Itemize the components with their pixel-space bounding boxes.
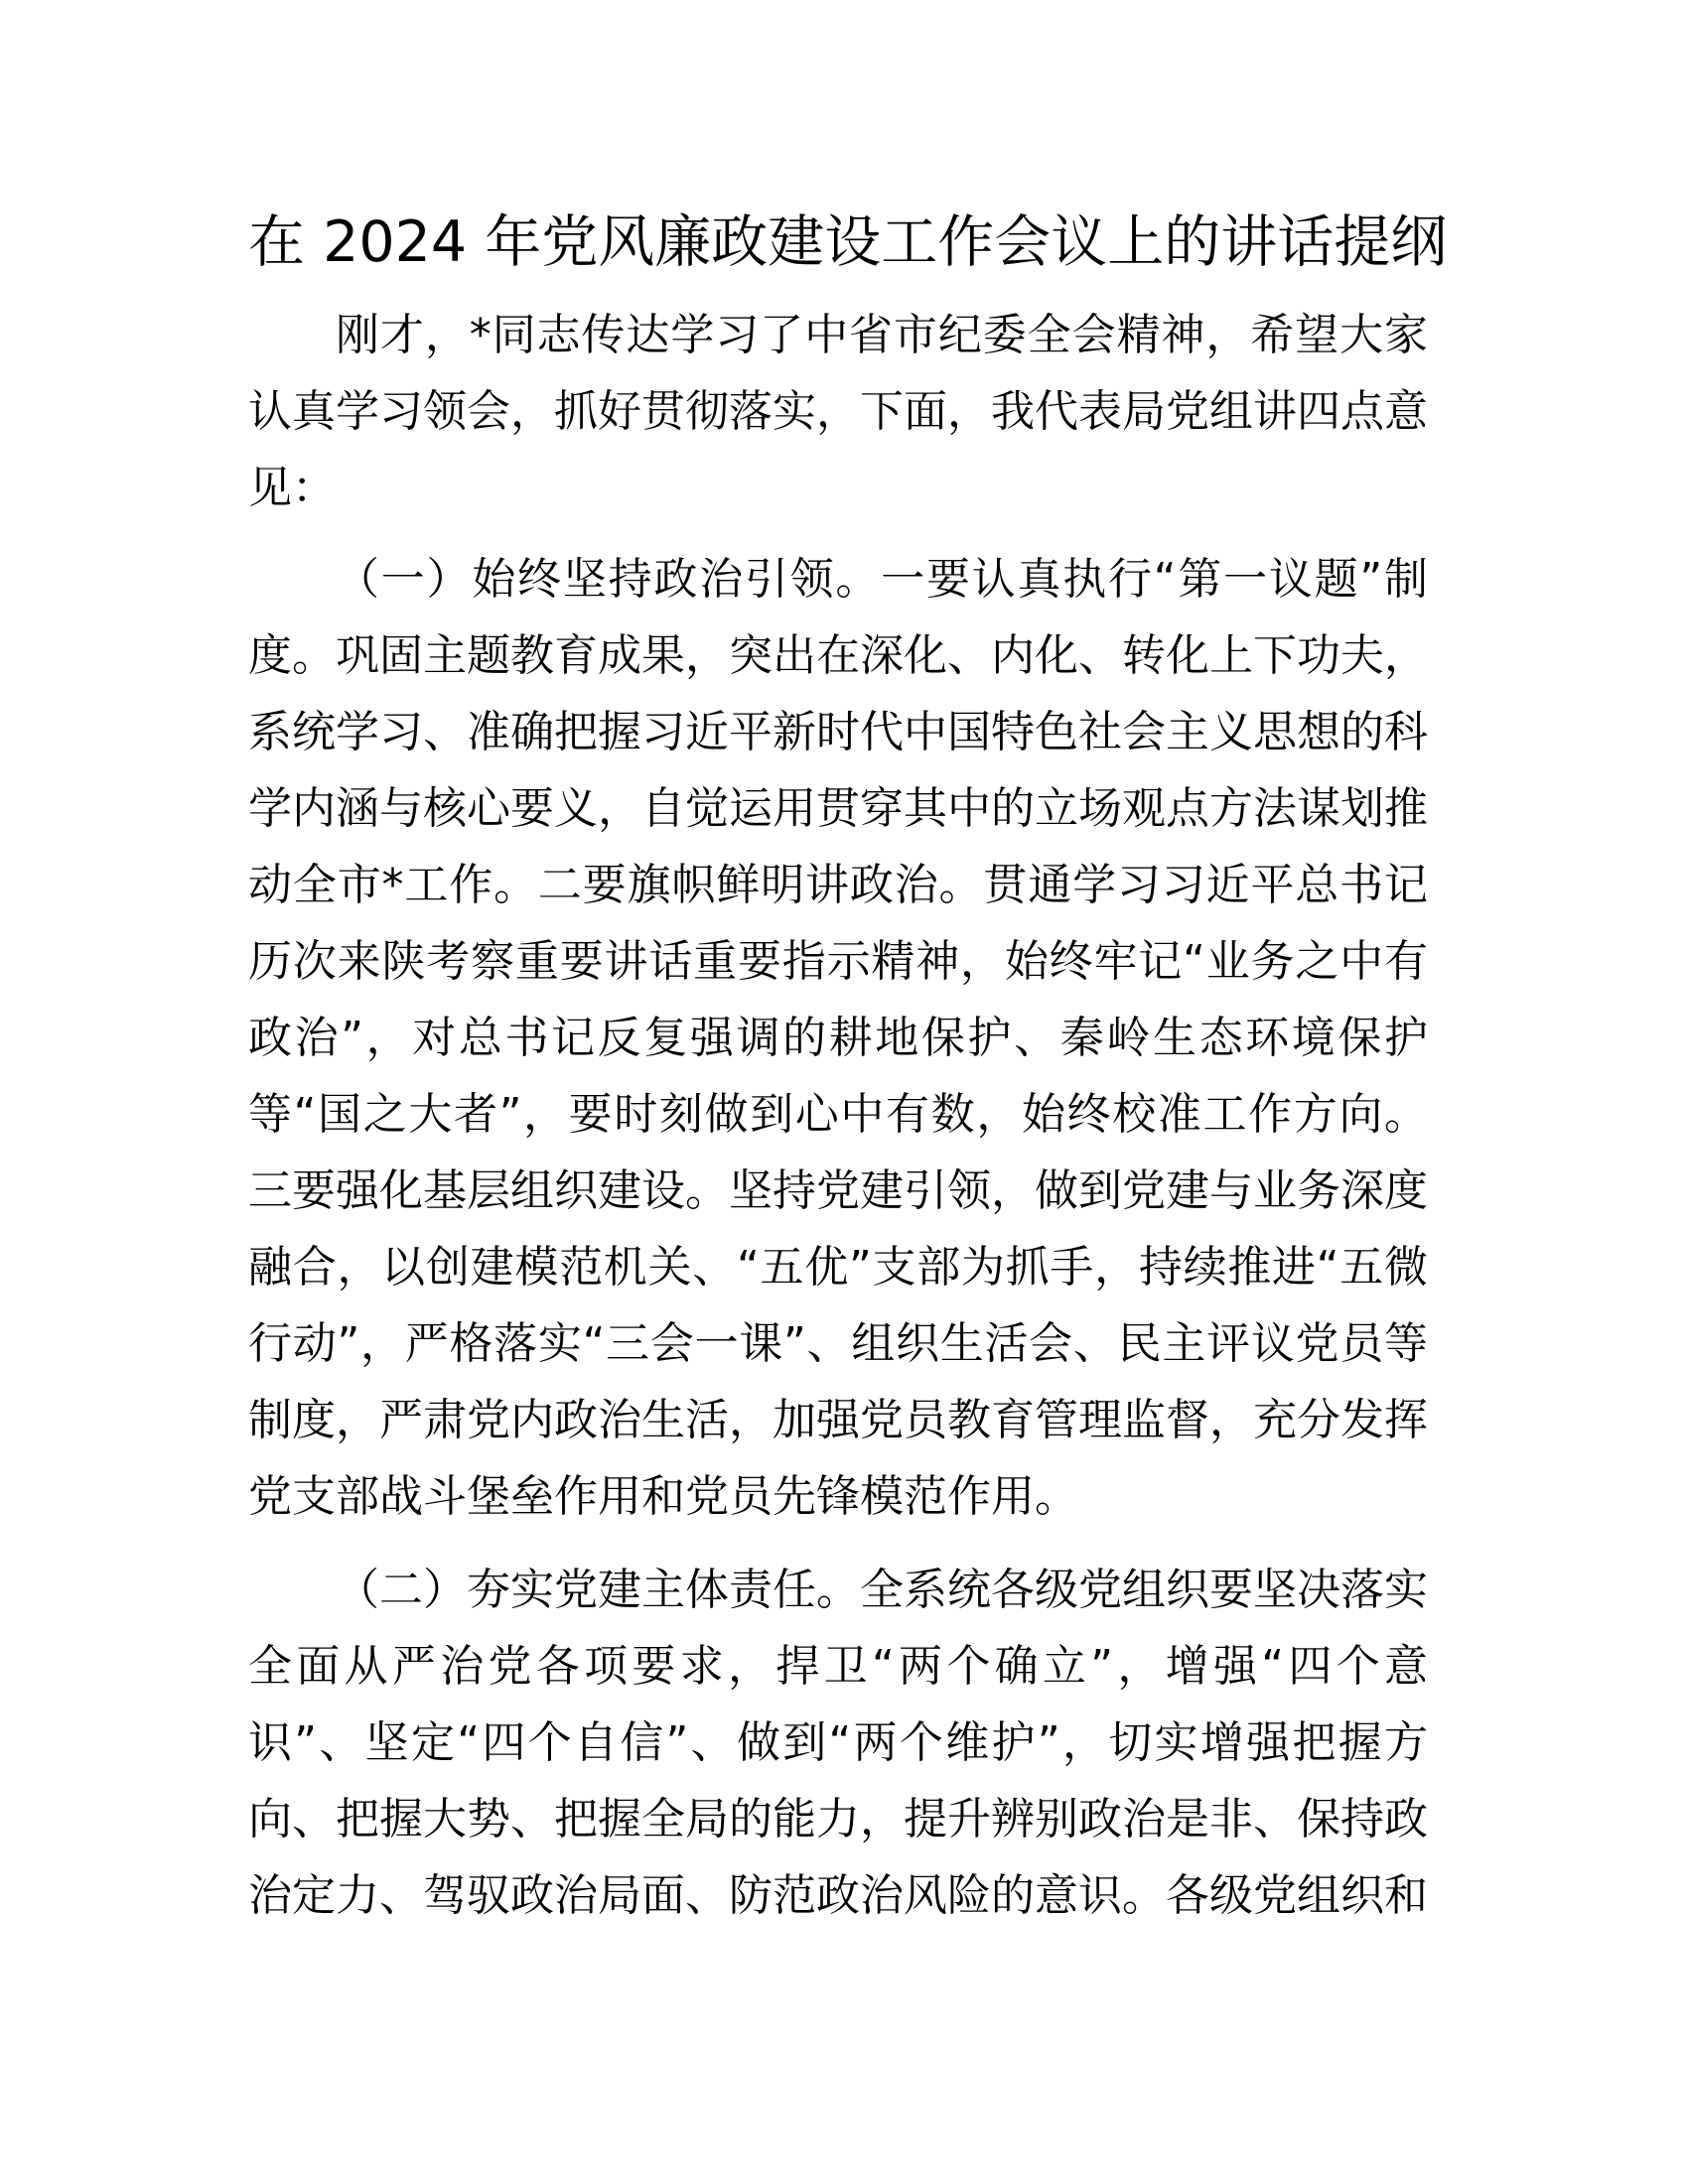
text-line: 制度，严肃党内政治生活，加强党员教育管理监督，充分发挥 (248, 1395, 1428, 1445)
text-line: 动全市*工作。二要旗帜鲜明讲政治。贯通学习习近平总书记 (248, 860, 1428, 910)
text-line: 三要强化基层组织建设。坚持党建引领，做到党建与业务深度 (248, 1165, 1428, 1216)
paragraph-section-1 (248, 541, 1428, 1535)
text-line: 历次来陕考察重要讲话重要指示精神，始终牢记“业务之中有 (248, 936, 1428, 987)
text-line: 度。巩固主题教育成果，突出在深化、内化、转化上下功夫， (248, 630, 1428, 681)
text-line: 党支部战斗堡垒作用和党员先锋模范作用。 (248, 1471, 1078, 1522)
text-line: 向、把握大势、把握全局的能力，提升辨别政治是非、保持政 (248, 1794, 1428, 1844)
text-line: 识”、坚定“四个自信”、做到“两个维护”，切实增强把握方 (248, 1717, 1428, 1768)
text-line: 等“国之大者”，要时刻做到心中有数，始终校准工作方向。 (248, 1089, 1428, 1140)
text-line: 政治”，对总书记反复强调的耕地保护、秦岭生态环境保护 (248, 1013, 1428, 1063)
document-title: 在 2024 年党风廉政建设工作会议上的讲话提纲 (248, 209, 1448, 275)
text-line: 治定力、驾驭政治局面、防范政治风险的意识。各级党组织和 (248, 1870, 1428, 1921)
paragraph-intro (248, 297, 1428, 526)
text-line: （一）始终坚持政治引领。一要认真执行“第一议题”制 (336, 554, 1428, 605)
text-line: 见： (248, 463, 336, 513)
text-line: 认真学习领会，抓好贯彻落实，下面，我代表局党组讲四点意 (248, 386, 1428, 437)
text-line: 刚才，*同志传达学习了中省市纪委全会精神，希望大家 (336, 310, 1428, 360)
text-line: （二）夯实党建主体责任。全系统各级党组织要坚决落实 (336, 1565, 1428, 1615)
text-line: 学内涵与核心要义，自觉运用贯穿其中的立场观点方法谋划推 (248, 783, 1428, 834)
paragraph-section-2 (248, 1552, 1428, 1934)
text-line: 行动”，严格落实“三会一课”、组织生活会、民主评议党员等 (248, 1318, 1428, 1369)
text-line: 全面从严治党各项要求，捍卫“两个确立”，增强“四个意 (248, 1641, 1428, 1692)
text-line: 融合，以创建模范机关、“五优”支部为抓手，持续推进“五微 (248, 1242, 1428, 1293)
text-line: 系统学习、准确把握习近平新时代中国特色社会主义思想的科 (248, 707, 1428, 757)
